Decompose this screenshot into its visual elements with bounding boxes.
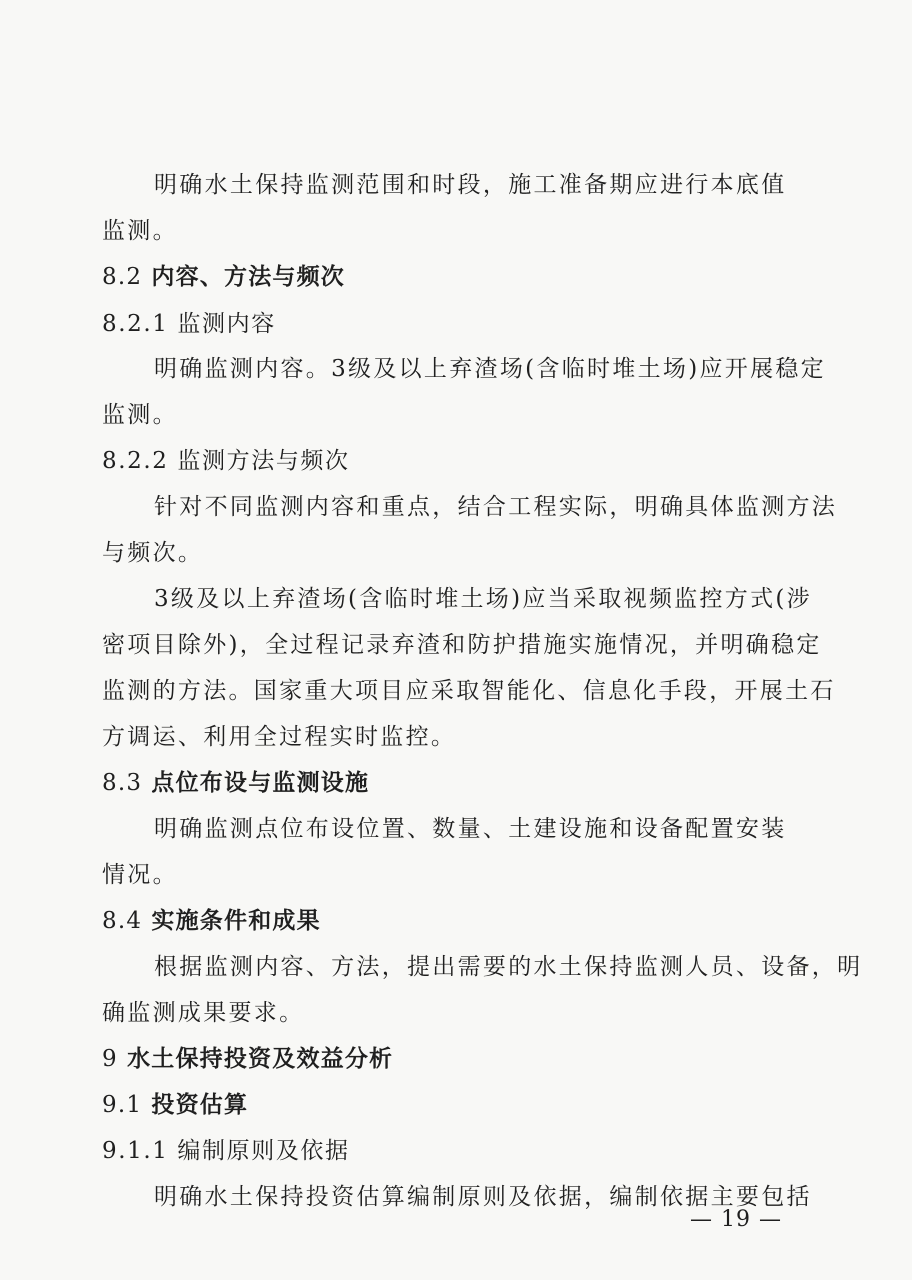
paragraph-line: 监测。 (102, 402, 178, 428)
section-number: 8.3 (102, 770, 143, 796)
section-heading-8-4 (0, 906, 912, 936)
section-heading-8-3 (0, 768, 912, 798)
section-heading-9 (0, 1044, 912, 1074)
section-heading-9-1 (0, 1090, 912, 1120)
section-title: 实施条件和成果 (151, 907, 321, 934)
section-title: 内容、方法与频次 (151, 263, 346, 290)
paragraph-line: 密项目除外)，全过程记录弃渣和防护措施实施情况，并明确稳定 (102, 632, 822, 658)
paragraph-line: 监测的方法。国家重大项目应采取智能化、信息化手段，开展土石 (102, 678, 836, 704)
section-heading-8-2 (0, 262, 912, 292)
paragraph-line: 明确水土保持监测范围和时段，施工准备期应进行本底值 (154, 172, 787, 198)
section-number: 9.1 (102, 1092, 143, 1118)
paragraph-line: 明确水土保持投资估算编制原则及依据，编制依据主要包括 (154, 1184, 812, 1210)
section-number: 9 (102, 1046, 118, 1072)
paragraph-line: 方调运、利用全过程实时监控。 (102, 724, 457, 750)
section-number: 8.2 (102, 264, 143, 290)
paragraph-line: 确监测成果要求。 (102, 1000, 305, 1026)
section-title: 水土保持投资及效益分析 (127, 1045, 394, 1072)
section-number: 8.4 (102, 908, 143, 934)
paragraph-line: 针对不同监测内容和重点，结合工程实际，明确具体监测方法 (154, 494, 838, 520)
paragraph-line: 监测。 (102, 218, 178, 244)
paragraph-line: 明确监测点位布设位置、数量、土建设施和设备配置安装 (154, 816, 787, 842)
page-number: — 19 — (690, 1207, 782, 1232)
subsection-heading-8-2-2: 8.2.2 监测方法与频次 (102, 448, 350, 474)
subsection-heading-9-1-1: 9.1.1 编制原则及依据 (102, 1138, 350, 1164)
paragraph-line: 与频次。 (102, 540, 204, 566)
paragraph-line: 3级及以上弃渣场(含临时堆土场)应当采取视频监控方式(涉 (154, 586, 812, 612)
paragraph-line: 根据监测内容、方法，提出需要的水土保持监测人员、设备，明 (154, 954, 863, 980)
subsection-heading-8-2-1: 8.2.1 监测内容 (102, 311, 276, 337)
paragraph-line: 情况。 (102, 862, 178, 888)
paragraph-line: 明确监测内容。3级及以上弃渣场(含临时堆土场)应开展稳定 (154, 356, 826, 382)
section-title: 投资估算 (151, 1091, 249, 1118)
section-title: 点位布设与监测设施 (151, 769, 370, 796)
